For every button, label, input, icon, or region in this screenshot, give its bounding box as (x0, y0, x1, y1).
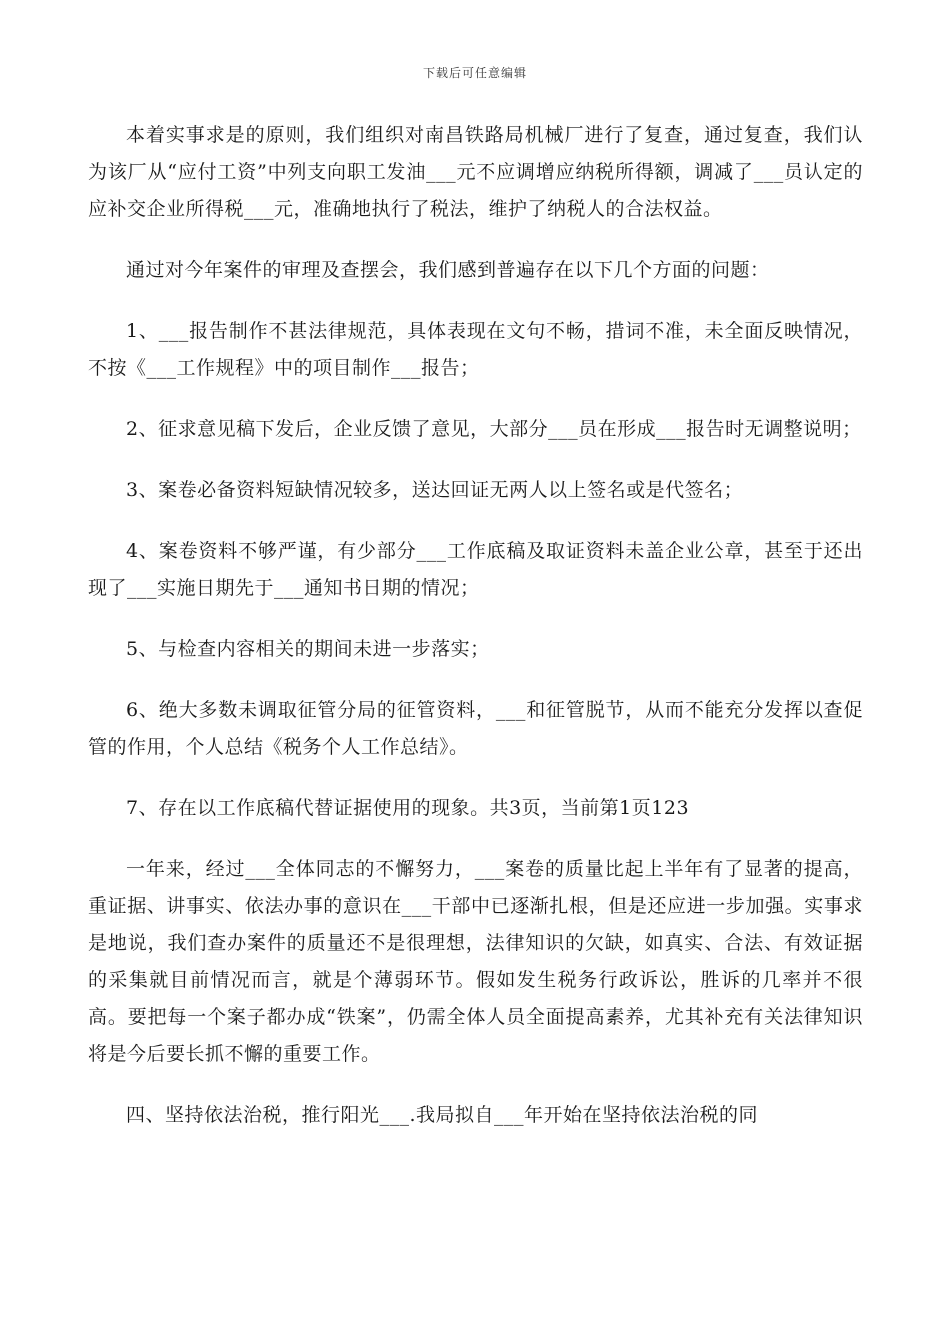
paragraph-problem-4: 4、案卷资料不够严谨，有少部分___工作底稿及取证资料未盖企业公章，甚至于还出现了___实施日期先于___通知书日期的情况； (88, 540, 863, 599)
paragraph-review-result: 本着实事求是的原则，我们组织对南昌铁路局机械厂进行了复查，通过复查，我们认为该厂从“应付工资”中列支向职工发油___元不应调增应纳税所得额，调减了___员认定的应补交企业所得税___元，准确地执行了税法，维护了纳税人的合法权益。 (88, 124, 863, 220)
paragraph-problem-3: 3、案卷必备资料短缺情况较多，送达回证无两人以上签名或是代签名； (126, 479, 744, 501)
paragraph-problems-intro: 通过对今年案件的审理及查摆会，我们感到普遍存在以下几个方面的问题： (126, 259, 770, 281)
document-body (88, 117, 863, 1158)
paragraph-section-four: 四、坚持依法治税，推行阳光___.我局拟自___年开始在坚持依法治税的同 (126, 1104, 759, 1126)
paragraph-problem-1: 1、___报告制作不甚法律规范，具体表现在文句不畅，措词不准，未全面反映情况，不按《___工作规程》中的项目制作___报告； (88, 320, 863, 379)
page-header: 下载后可任意编辑 (422, 66, 527, 80)
paragraph-year-summary: 一年来，经过___全体同志的不懈努力，___案卷的质量比起上半年有了显著的提高，重证据、讲事实、依法办事的意识在___干部中已逐渐扎根，但是还应进一步加强。实事求是地说，我们查办案件的质量还不是很理想，法律知识的欠缺，如真实、合法、有效证据的采集就目前情况而言，就是个薄弱环节。假如发生税务行政诉讼，胜诉的几率并不很高。要把每一个案子都办成“铁案”，仍需全体人员全面提高素养，尤其补充有关法律知识将是今后要长抓不懈的重要工作。 (88, 858, 863, 1065)
paragraph-problem-7: 7、存在以工作底稿代替证据使用的现象。共3页，当前第1页123 (126, 797, 690, 819)
paragraph-problem-2: 2、征求意见稿下发后，企业反馈了意见，大部分___员在形成___报告时无调整说明； (126, 418, 862, 440)
paragraph-problem-6: 6、绝大多数未调取征管分局的征管资料，___和征管脱节，从而不能充分发挥以查促管的作用，个人总结《税务个人工作总结》。 (88, 699, 863, 758)
paragraph-problem-5: 5、与检查内容相关的期间未进一步落实； (126, 638, 490, 660)
